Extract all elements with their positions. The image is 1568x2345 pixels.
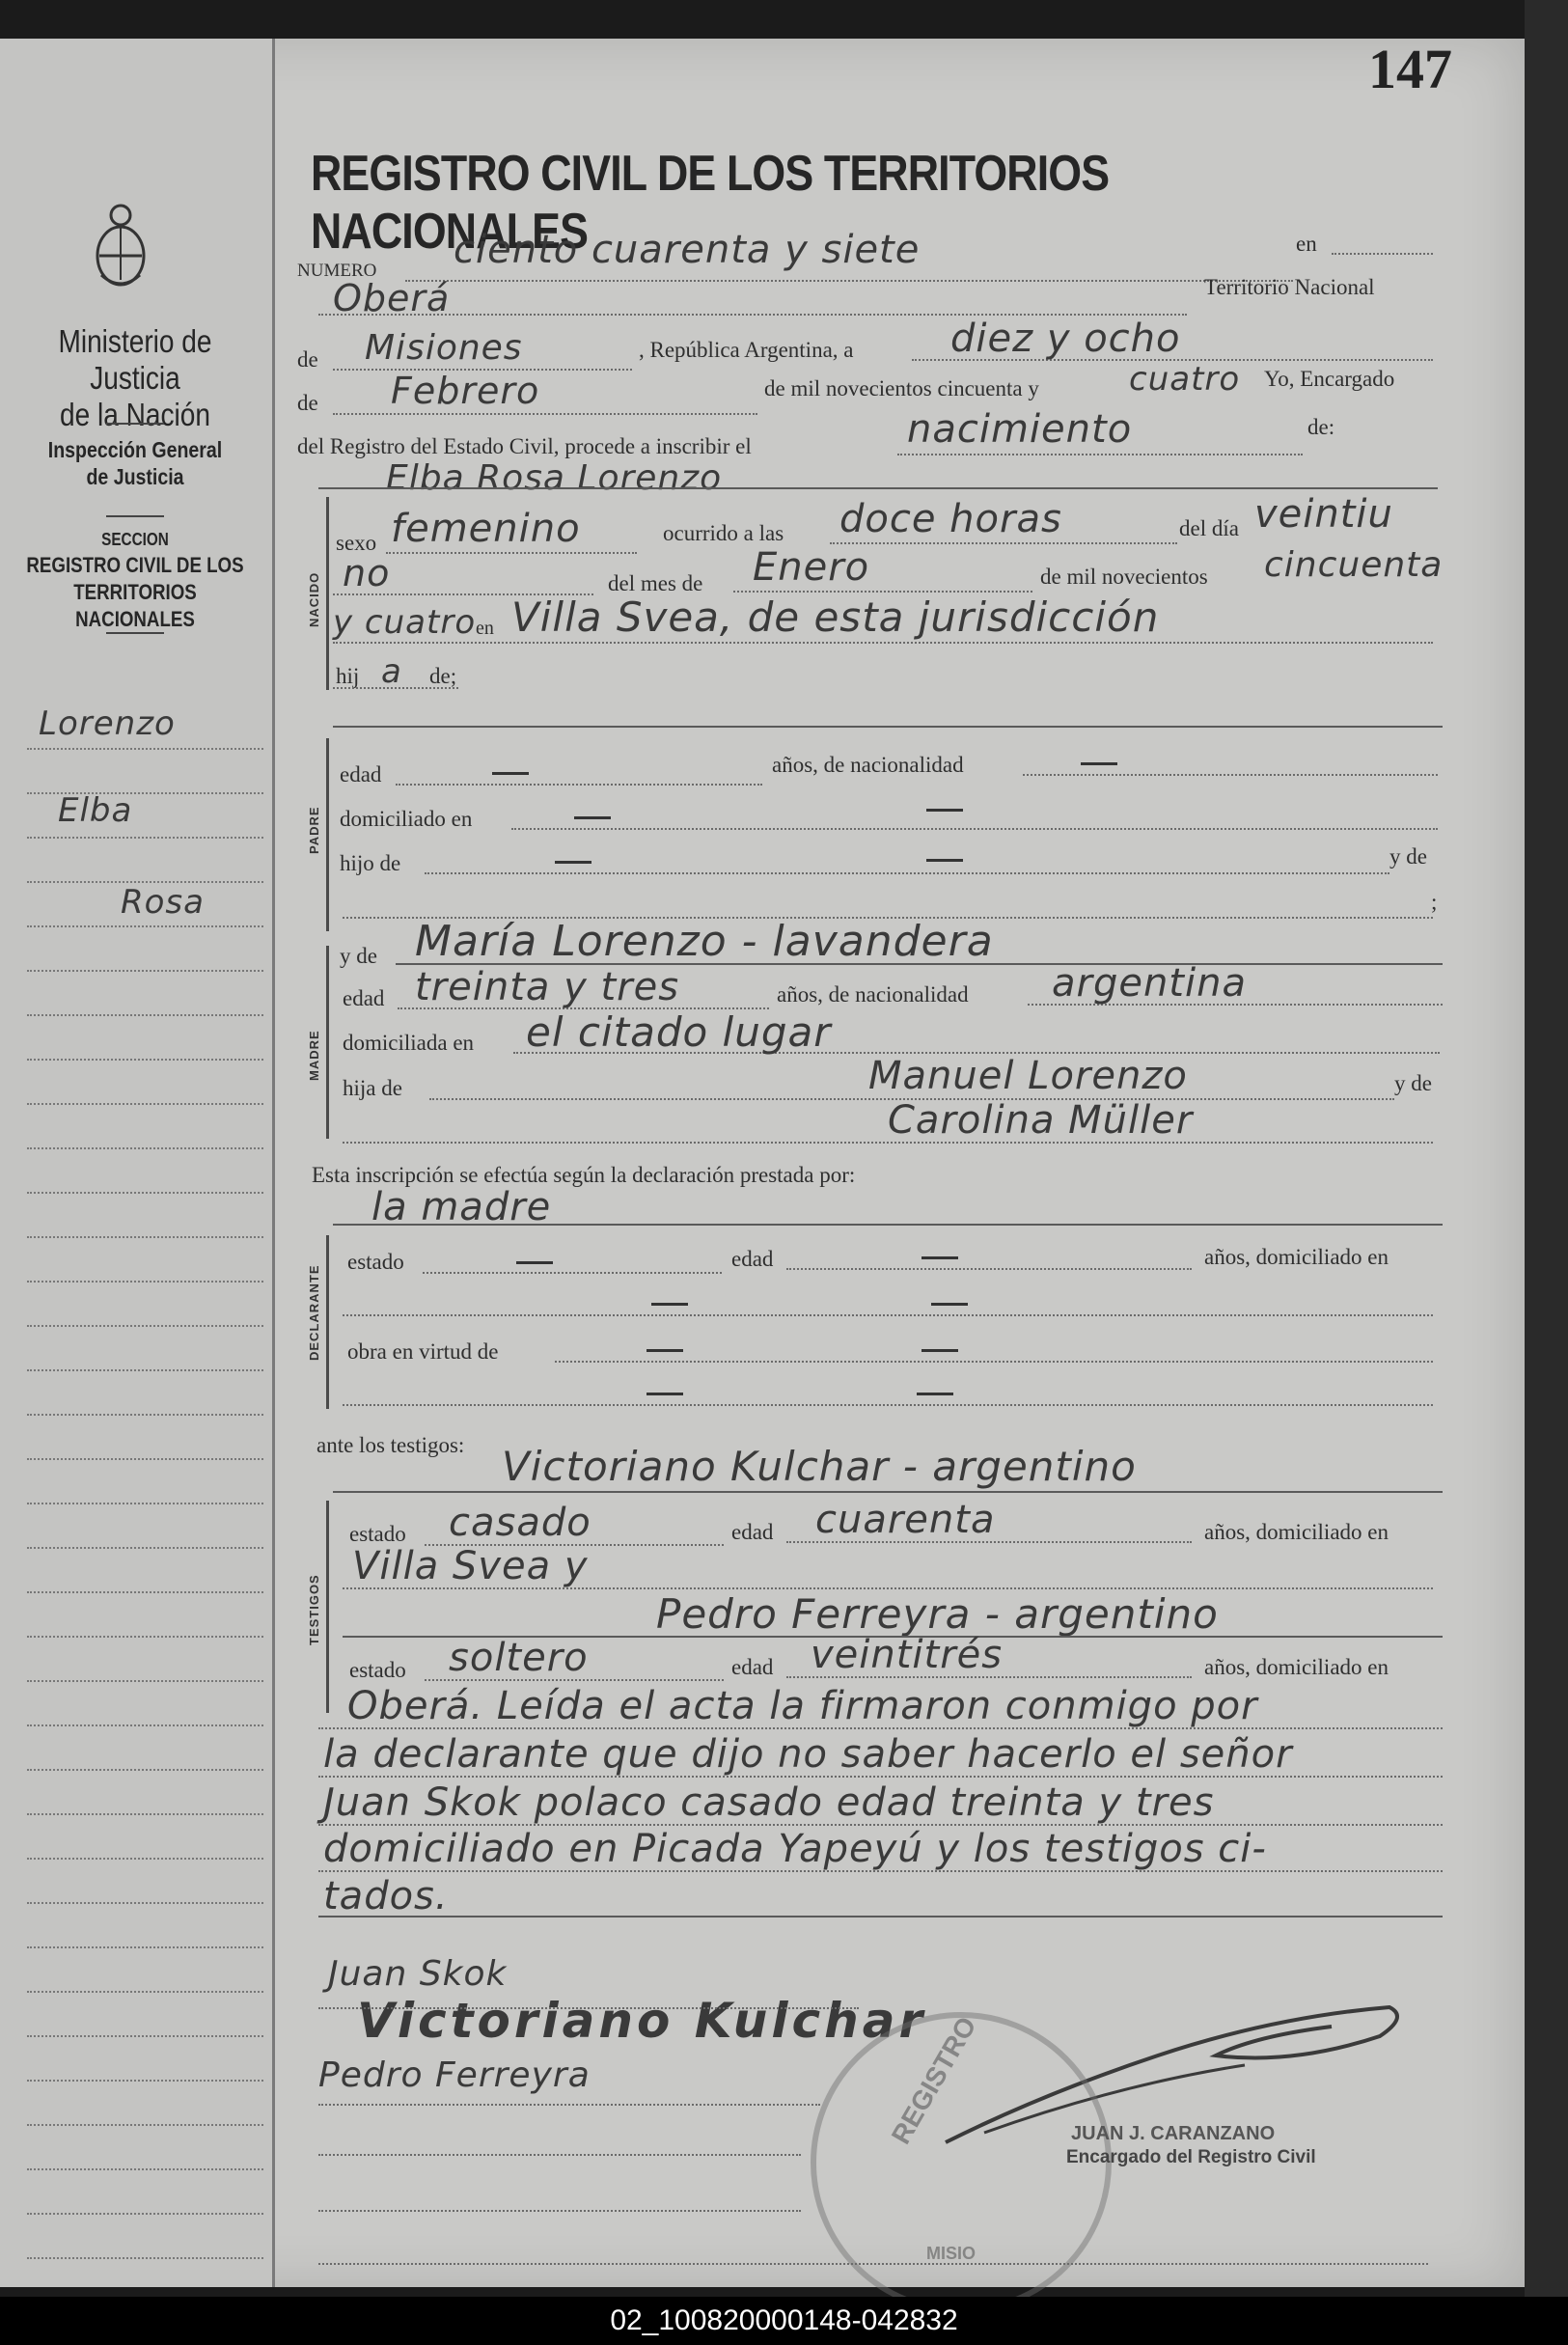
value-mes-inscripcion: Febrero <box>391 370 540 412</box>
label-nacionalidad-madre: años, de nacionalidad <box>777 982 969 1007</box>
label-madre: MADRE <box>307 1030 321 1081</box>
value-sexo: femenino <box>391 507 581 551</box>
label-del-mes: del mes de <box>608 571 703 595</box>
value-madre-edad: treinta y tres <box>415 965 680 1009</box>
label-sexo: sexo <box>336 531 377 555</box>
value-dia-nac-cont: no <box>343 552 391 594</box>
value-inscripto: Elba Rosa Lorenzo <box>386 458 723 498</box>
margin-ruled-line <box>27 1946 263 1948</box>
label-estado-t2: estado <box>349 1658 406 1682</box>
margin-ruled-line <box>27 837 263 839</box>
label-padre: PADRE <box>307 806 321 854</box>
page-number: 147 <box>1368 38 1452 100</box>
stamp-role: Encargado del Registro Civil <box>1066 2147 1316 2167</box>
value-t1-edad: cuarenta <box>815 1498 996 1542</box>
margin-ruled-line <box>27 1591 263 1593</box>
margin-ruled-line <box>27 1414 263 1416</box>
margin-ruled-line <box>27 1858 263 1860</box>
label-domiciliada: domiciliada en <box>343 1031 475 1055</box>
page-title: REGISTRO CIVIL DE LOS TERRITORIOS NACIONALES <box>311 146 1110 260</box>
margin-ruled-line <box>27 1059 263 1061</box>
label-y-de-padre: y de <box>1389 844 1427 869</box>
signature-2: Victoriano Kulchar <box>357 1993 927 2049</box>
margin-ruled-line <box>27 1369 263 1371</box>
margin-name2: Rosa <box>121 883 205 922</box>
value-t2-edad: veintitrés <box>811 1633 1004 1677</box>
margin-ruled-line <box>27 1147 263 1149</box>
label-estado-t1: estado <box>349 1522 406 1546</box>
margin-ruled-line <box>27 1325 263 1327</box>
value-numero: ciento cuarenta y siete <box>454 228 921 272</box>
obs-line5: tados. <box>323 1874 449 1918</box>
divider <box>106 423 164 425</box>
label-yo-encargado: Yo, Encargado <box>1264 367 1395 391</box>
divider <box>106 632 164 634</box>
margin-ruled-line <box>27 1991 263 1993</box>
ministry-line3: Inspección General <box>47 437 223 462</box>
value-territorio: Misiones <box>365 328 523 368</box>
label-testigos: TESTIGOS <box>307 1574 321 1645</box>
margin-ruled-line <box>27 1192 263 1194</box>
margin-ruled-line <box>27 2257 263 2259</box>
coat-of-arms-icon <box>92 198 150 290</box>
section-label: SECCION <box>101 530 169 549</box>
value-anio: cuatro <box>1129 360 1241 399</box>
margin-ruled-line <box>27 925 263 927</box>
value-abuela: Carolina Müller <box>888 1098 1194 1143</box>
margin-ruled-line <box>27 881 263 883</box>
divider <box>106 515 164 517</box>
margin-name1: Elba <box>58 791 133 830</box>
margin-ruled-line <box>27 1769 263 1771</box>
value-abuelo: Manuel Lorenzo <box>868 1054 1188 1098</box>
value-t2-estado: soltero <box>449 1636 589 1680</box>
margin-ruled-line <box>27 2213 263 2215</box>
label-ocurrido: ocurrido a las <box>663 521 784 545</box>
label-edad-madre: edad <box>343 986 385 1010</box>
seal-text-1: REGISTRO <box>885 2011 982 2149</box>
label-territorio-nacional: Territorio Nacional <box>1204 275 1375 299</box>
ministry-line4: de Justicia <box>86 464 184 489</box>
label-republica: , República Argentina, a <box>639 338 854 362</box>
margin-ruled-line <box>27 1636 263 1638</box>
label-en: en <box>1296 232 1317 256</box>
margin-ruled-line <box>27 1458 263 1460</box>
label-estado-decl: estado <box>347 1250 404 1274</box>
margin-ruled-line <box>27 1103 263 1105</box>
label-nacido: NACIDO <box>307 571 321 627</box>
margin-ruled-line <box>27 2080 263 2082</box>
label-de: de <box>297 391 318 415</box>
archive-code-footer: 02_100820000148-042832 <box>0 2297 1568 2345</box>
label-semicolon: ; <box>1431 890 1438 914</box>
label-hijo-de: hijo de <box>340 851 401 875</box>
margin-ruled-line <box>27 2124 263 2126</box>
margin-ruled-line <box>27 1902 263 1904</box>
obs-line2: la declarante que dijo no saber hacerlo el señor <box>323 1732 1293 1777</box>
book-binding <box>1525 0 1568 2297</box>
value-anio-nac-cont: y cuatro <box>333 603 477 642</box>
value-declarante: la madre <box>371 1185 552 1229</box>
label-domiciliado-t2: años, domiciliado en <box>1204 1655 1389 1679</box>
value-madre-domicilio: el citado lugar <box>526 1008 832 1056</box>
label-domiciliado-padre: domiciliado en <box>340 807 473 831</box>
label-de: de <box>297 347 318 372</box>
margin-ruled-line <box>27 1680 263 1682</box>
label-nacionalidad-padre: años, de nacionalidad <box>772 753 964 777</box>
margin-ruled-line <box>27 1281 263 1283</box>
label-edad-decl: edad <box>731 1247 774 1271</box>
label-hij: hij <box>336 664 360 688</box>
value-hij-suffix: a <box>381 652 402 691</box>
label-del-dia: del día <box>1179 516 1239 540</box>
stamp-name: JUAN J. CARANZANO <box>1071 2123 1276 2144</box>
label-domiciliado-decl: años, domiciliado en <box>1204 1245 1389 1269</box>
signature-3: Pedro Ferreyra <box>318 2055 591 2095</box>
value-anio-nac: cincuenta <box>1264 545 1444 585</box>
value-madre-nombre: María Lorenzo - lavandera <box>415 917 994 966</box>
label-numero: NUMERO <box>297 261 377 281</box>
margin-ruled-line <box>27 792 263 794</box>
margin-ruled-line <box>27 1813 263 1815</box>
label-inscripcion: Esta inscripción se efectúa según la declaración prestada por: <box>312 1163 856 1187</box>
label-y-de-madre2: y de <box>1394 1071 1432 1095</box>
value-lugar: Oberá <box>333 277 451 319</box>
label-edad-t2: edad <box>731 1655 774 1679</box>
ministry-line1: Ministerio de Justicia <box>58 323 212 396</box>
label-hija-de: hija de <box>343 1076 402 1100</box>
margin-surname: Lorenzo <box>39 704 176 743</box>
obs-line1: Oberá. Leída el acta la firmaron conmigo por <box>347 1684 1258 1728</box>
signature-1: Juan Skok <box>328 1954 508 1994</box>
label-de-semicolon: de; <box>429 664 457 688</box>
label-domiciliado-t1: años, domiciliado en <box>1204 1520 1389 1544</box>
section-name-line1: REGISTRO CIVIL DE LOS <box>26 553 244 577</box>
value-t1-estado: casado <box>449 1501 591 1545</box>
label-declarante: DECLARANTE <box>307 1264 321 1361</box>
label-del-registro: del Registro del Estado Civil, procede a inscribir el <box>297 434 752 458</box>
margin-ruled-line <box>27 748 263 750</box>
label-en-lugar: en <box>476 618 494 639</box>
margin-ruled-line <box>27 1724 263 1726</box>
obs-line4: domiciliado en Picada Yapeyú y los testigos ci- <box>323 1827 1267 1871</box>
seal-text-2: MISIO <box>926 2244 977 2263</box>
value-t1-domicilio: Villa Svea y <box>352 1544 589 1588</box>
label-edad-padre: edad <box>340 762 382 786</box>
margin-ruled-line <box>27 2035 263 2037</box>
value-hora: doce horas <box>839 497 1062 541</box>
label-obra-virtud: obra en virtud de <box>347 1339 499 1364</box>
value-testigo2: Pedro Ferreyra - argentino <box>656 1590 1219 1638</box>
margin-ruled-line <box>27 1236 263 1238</box>
value-acto: nacimiento <box>907 407 1133 452</box>
value-madre-nacionalidad: argentina <box>1052 961 1247 1006</box>
value-mes-nac: Enero <box>753 545 870 590</box>
label-de-colon: de: <box>1307 415 1335 439</box>
value-dia-nac: veintiu <box>1254 492 1393 537</box>
label-mil-novecientos: de mil novecientos cincuenta y <box>764 376 1039 400</box>
label-edad-t1: edad <box>731 1520 774 1544</box>
label-y-de-madre: y de <box>340 944 377 968</box>
margin-ruled-line <box>27 1503 263 1504</box>
value-testigo1: Victoriano Kulchar - argentino <box>502 1443 1137 1490</box>
ministry-line2: de la Nación <box>60 397 210 432</box>
margin-ruled-line <box>27 970 263 972</box>
margin-ruled-line <box>27 2168 263 2170</box>
label-ante-testigos: ante los testigos: <box>316 1433 465 1457</box>
margin-ruled-line <box>27 1014 263 1016</box>
margin-ruled-line <box>27 1547 263 1549</box>
label-de-mil-novecientos: de mil novecientos <box>1040 565 1208 589</box>
obs-line3: Juan Skok polaco casado edad treinta y tres <box>323 1780 1215 1825</box>
value-dia-inscripcion: diez y ocho <box>950 317 1181 361</box>
value-lugar-nac: Villa Svea, de esta jurisdicción <box>511 593 1160 641</box>
section-name-line2: TERRITORIOS NACIONALES <box>73 580 197 631</box>
